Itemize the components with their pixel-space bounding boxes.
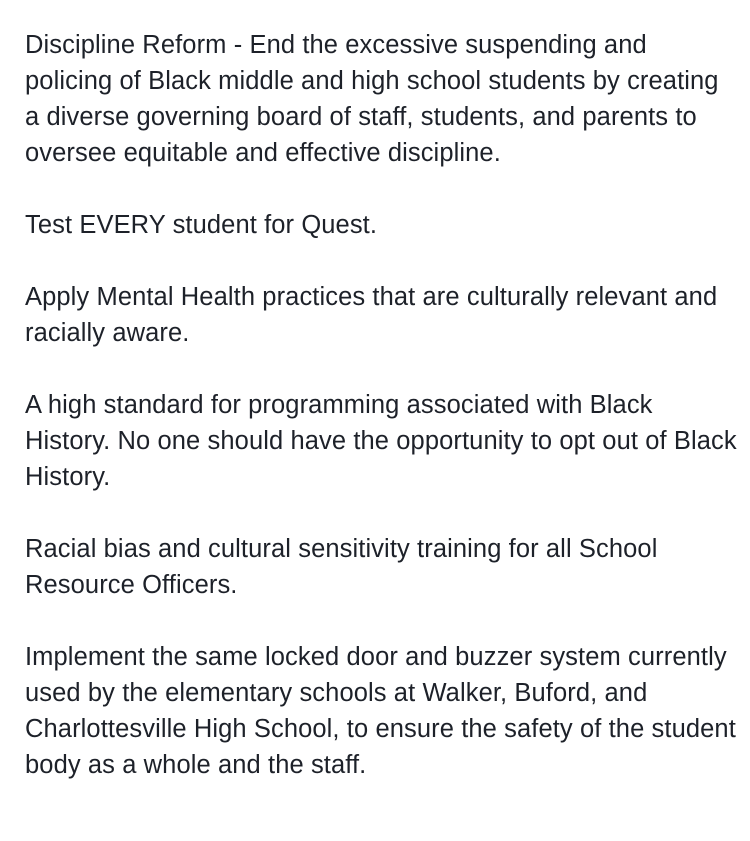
- paragraph-bias-training: Racial bias and cultural sensitivity training for all School Resource Officers.: [25, 535, 658, 599]
- paragraph-buzzer-system: Implement the same locked door and buzzer system currently used by the elementary schools at Walker, Buford, and Charlottesville High School, to ensure the safety of the student body as a whole and the staff.: [25, 643, 736, 779]
- paragraph-black-history: A high standard for programming associated with Black History. No one should have the opportunity to opt out of Black History.: [25, 391, 737, 491]
- paragraph-quest-testing: Test EVERY student for Quest.: [25, 211, 378, 239]
- paragraph-mental-health: Apply Mental Health practices that are culturally relevant and racially aware.: [25, 283, 718, 347]
- paragraph-discipline-reform: Discipline Reform - End the excessive suspending and policing of Black middle and high school students by creating a diverse governing board of staff, students, and parents to oversee equitable and effective discipline.: [25, 31, 719, 167]
